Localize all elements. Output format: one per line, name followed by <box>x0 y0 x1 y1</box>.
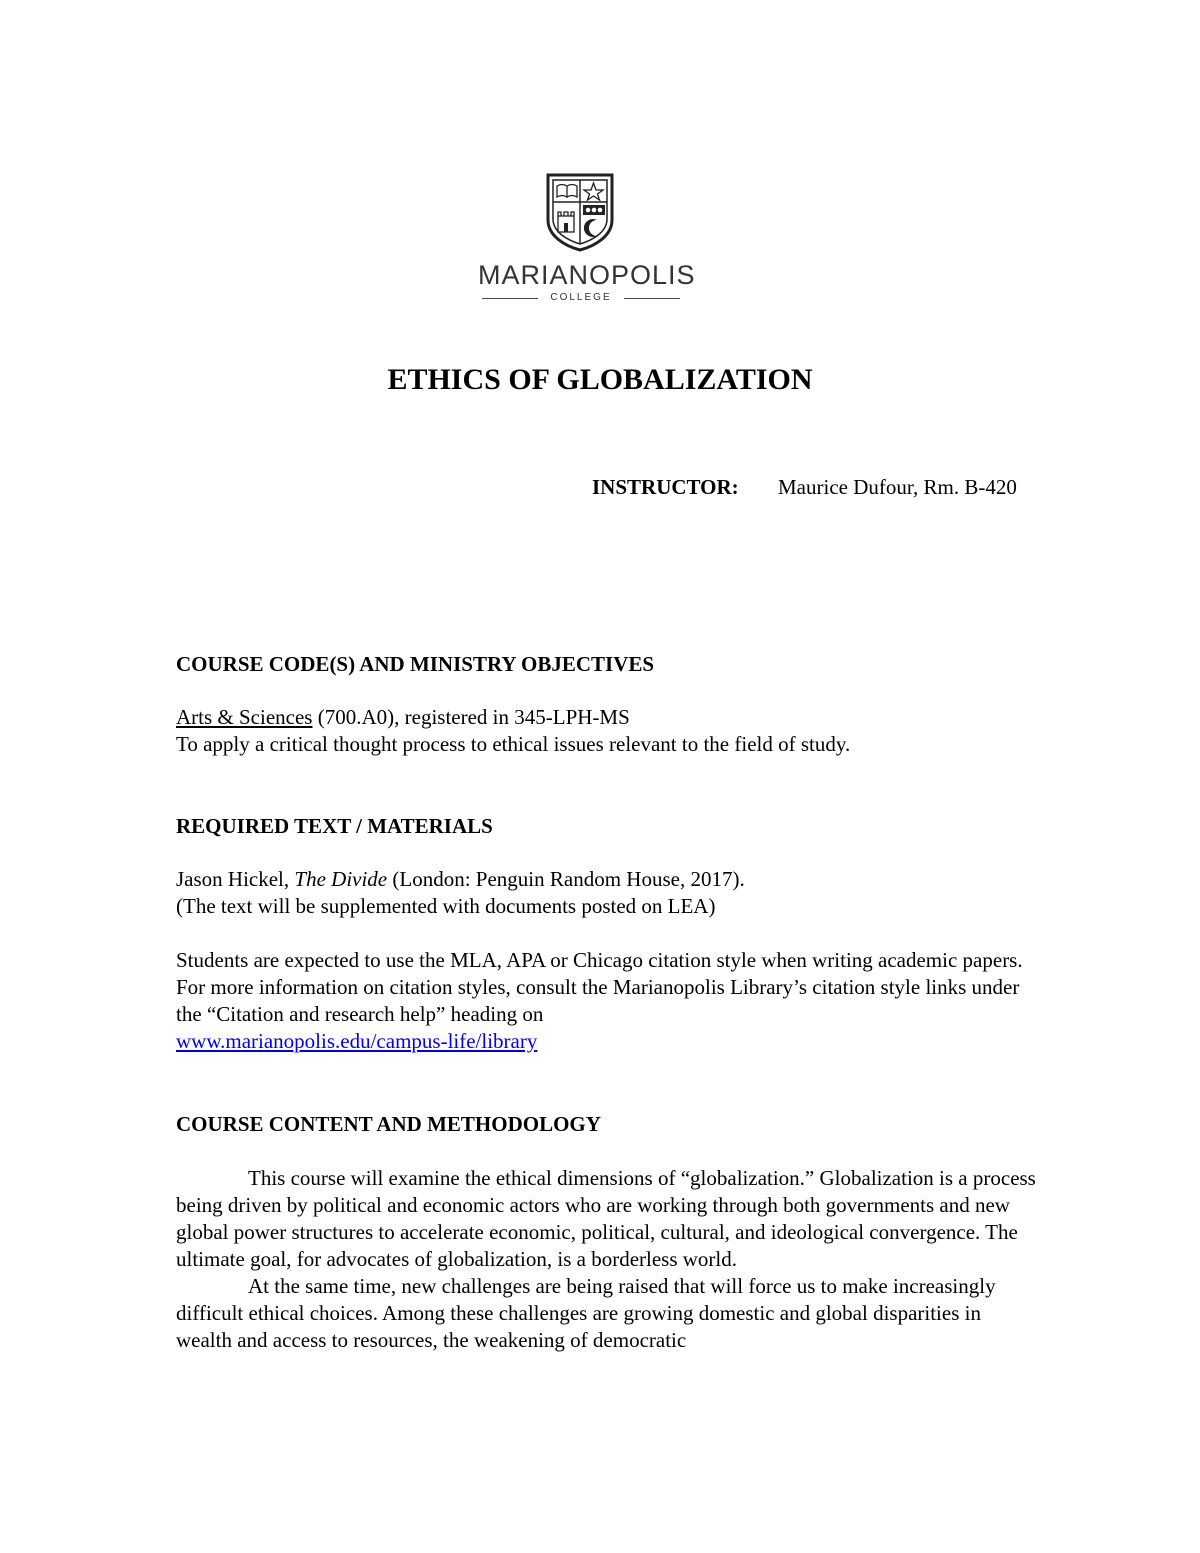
logo-subtitle <box>482 291 680 305</box>
supplement-note: (The text will be supplemented with documents posted on LEA) <box>176 894 716 918</box>
college-logo <box>478 172 696 310</box>
book-publication: (London: Penguin Random House, 2017). <box>387 867 745 891</box>
materials-heading: REQUIRED TEXT / MATERIALS <box>176 814 493 838</box>
logo-college-text: COLLEGE <box>550 292 612 303</box>
program-name: Arts & Sciences <box>176 705 313 729</box>
ministry-objective: To apply a critical thought process to ethical issues relevant to the field of study. <box>176 732 851 756</box>
required-text-line <box>176 866 1036 893</box>
book-title: The Divide <box>294 867 388 891</box>
program-line <box>176 704 1036 731</box>
content-paragraph-2: At the same time, new challenges are being raised that will force us to make increasingly difficult ethical choices. Among these challenges are growing domestic and global disparities in wealth and access to resources, the weakening of democratic <box>176 1274 996 1352</box>
program-code: (700.A0), registered in 345-LPH-MS <box>312 705 630 729</box>
content-section <box>176 1111 1036 1354</box>
crest-icon <box>545 172 615 252</box>
content-heading: COURSE CONTENT AND METHODOLOGY <box>176 1112 601 1136</box>
course-codes-section <box>176 651 1036 758</box>
course-codes-heading: COURSE CODE(S) AND MINISTRY OBJECTIVES <box>176 652 655 676</box>
logo-rule-right <box>624 298 680 299</box>
book-author: Jason Hickel, <box>176 867 295 891</box>
logo-rule-left <box>482 298 538 299</box>
content-paragraph-1: This course will examine the ethical dimensions of “globalization.” Globalization is a process being driven by political and economic actors who are working through both governments and new global power structures to accelerate economic, political, cultural, and ideological convergence. The ultimate goal, for advocates of globalization, is a borderless world. <box>176 1166 1036 1271</box>
materials-section <box>176 813 1036 1055</box>
citation-paragraph <box>176 947 1036 1055</box>
library-link[interactable]: www.marianopolis.edu/campus-life/library <box>176 1029 538 1053</box>
instructor-value: Maurice Dufour, Rm. B-420 <box>778 475 1017 499</box>
document-title: ETHICS OF GLOBALIZATION <box>387 363 813 396</box>
instructor-label: INSTRUCTOR: <box>592 475 739 499</box>
logo-wordmark: MARIANOPOLIS <box>478 260 696 290</box>
citation-text: Students are expected to use the MLA, APA or Chicago citation style when writing academic papers. For more information on citation styles, consult the Marianopolis Library’s citation style links under the “Citation and research help” heading on <box>176 948 1023 1026</box>
